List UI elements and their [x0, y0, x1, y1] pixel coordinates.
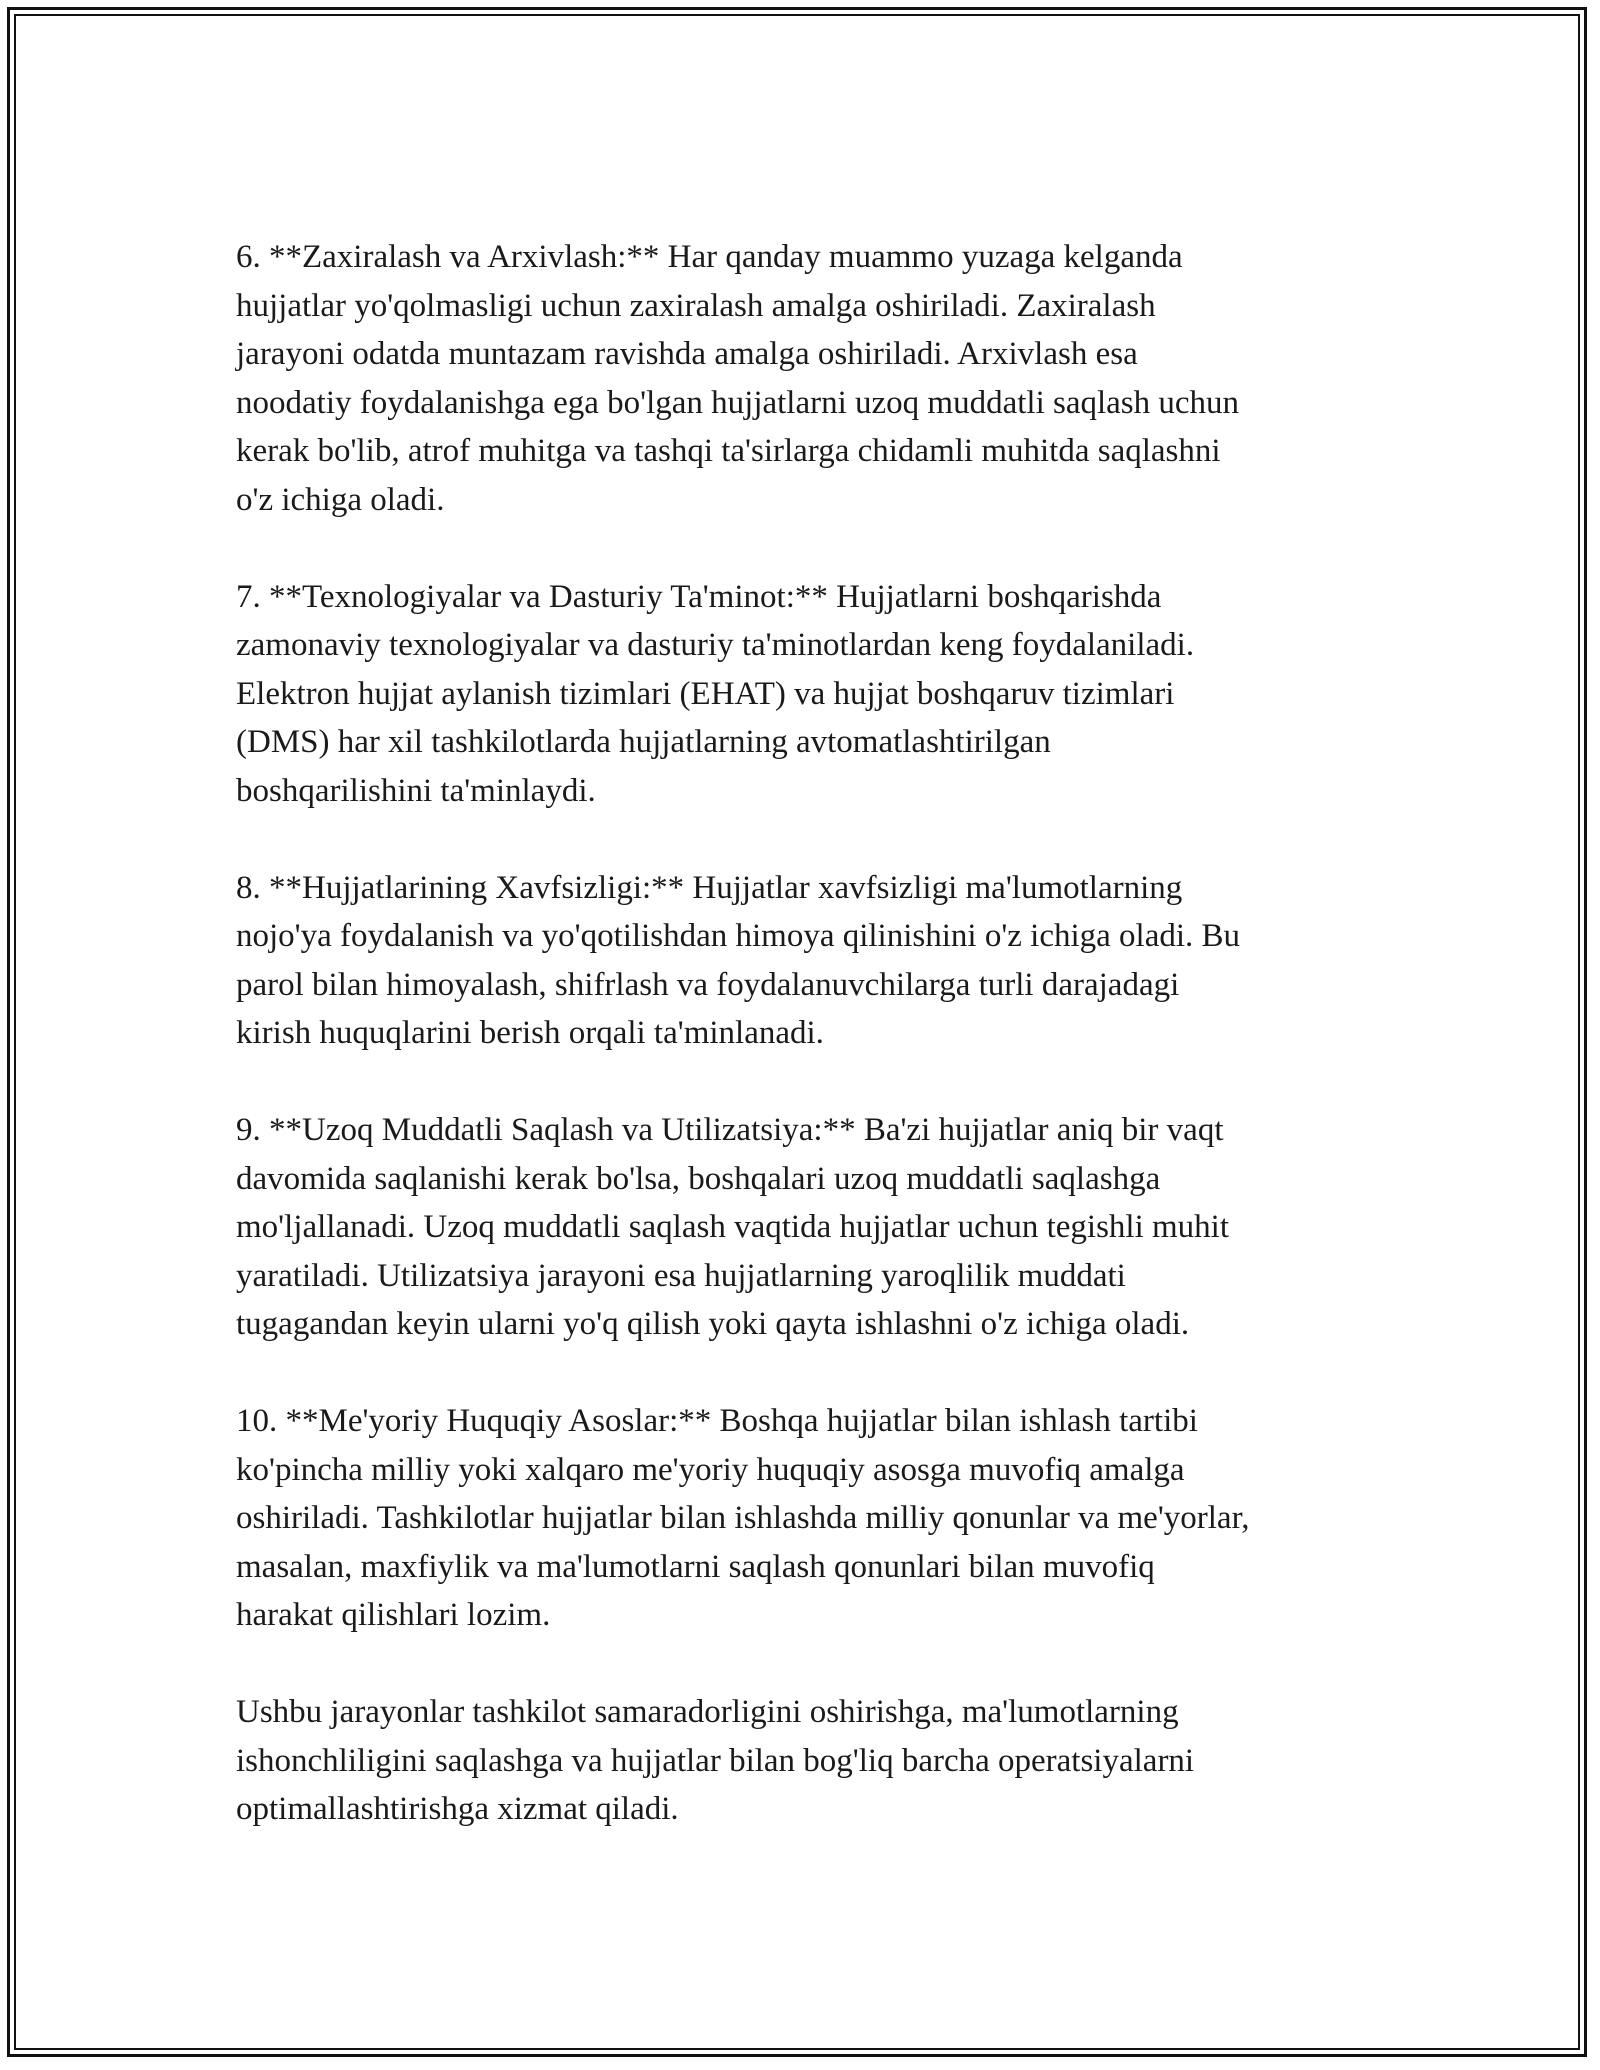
paragraph-texnologiyalar: 7. **Texnologiyalar va Dasturiy Ta'minot:** Hujjatlarni boshqarishda zamonaviy texnologiyalar va dasturiy ta'minotlardan keng foydalaniladi. Elektron hujjat aylanish tizimlari (EHAT) va hujjat boshqaruv tizimlari (DMS) har xil tashkilotlarda hujjatlarning avtomatlashtirilgan boshqarilishini ta'minlaydi.	[236, 578, 1195, 809]
paragraph-zaxiralash: 6. **Zaxiralash va Arxivlash:** Har qanday muammo yuzaga kelganda hujjatlar yo'qolmasligi uchun zaxiralash amalga oshiriladi. Zaxiralash jarayoni odatda muntazam ravishda amalga oshiriladi. Arxivlash esa noodatiy foydalanishga ega bo'lgan hujjatlarni uzoq muddatli saqlash uchun kerak bo'lib, atrof muhitga va tashqi ta'sirlarga chidamli muhitda saqlashni o'z ichiga oladi.	[236, 239, 1240, 518]
paragraph-conclusion: Ushbu jarayonlar tashkilot samaradorligini oshirishga, ma'lumotlarning ishonchliligini saqlashga va hujjatlar bilan bog'liq barcha operatsiyalarni optimallashtirishga xizmat qiladi.	[236, 1694, 1195, 1827]
document-body	[236, 233, 1386, 1882]
paragraph-xavfsizlik: 8. **Hujjatlarining Xavfsizligi:** Hujjatlar xavfsizligi ma'lumotlarning nojo'ya foydalanish va yo'qotilishdan himoya qilinishini o'z ichiga oladi. Bu parol bilan himoyalash, shifrlash va foydalanuvchilarga turli darajadagi kirish huquqlarini berish orqali ta'minlanadi.	[236, 869, 1241, 1051]
paragraph-meyoriy-asoslar: 10. **Me'yoriy Huquqiy Asoslar:** Boshqa hujjatlar bilan ishlash tartibi ko'pincha milliy yoki xalqaro me'yoriy huquqiy asosga muvofiq amalga oshiriladi. Tashkilotlar hujjatlar bilan ishlashda milliy qonunlar va me'yorlar, masalan, maxfiylik va ma'lumotlarni saqlash qonunlari bilan muvofiq harakat qilishlari lozim.	[236, 1403, 1250, 1633]
paragraph-saqlash-utilizatsiya: 9. **Uzoq Muddatli Saqlash va Utilizatsiya:** Ba'zi hujjatlar aniq bir vaqt davomida saqlanishi kerak bo'lsa, boshqalari uzoq muddatli saqlashga mo'ljallanadi. Uzoq muddatli saqlash vaqtida hujjatlar uchun tegishli muhit yaratiladi. Utilizatsiya jarayoni esa hujjatlarning yaroqlilik muddati tugagandan keyin ularni yo'q qilish yoki qayta ishlashni o'z ichiga oladi.	[236, 1112, 1229, 1342]
